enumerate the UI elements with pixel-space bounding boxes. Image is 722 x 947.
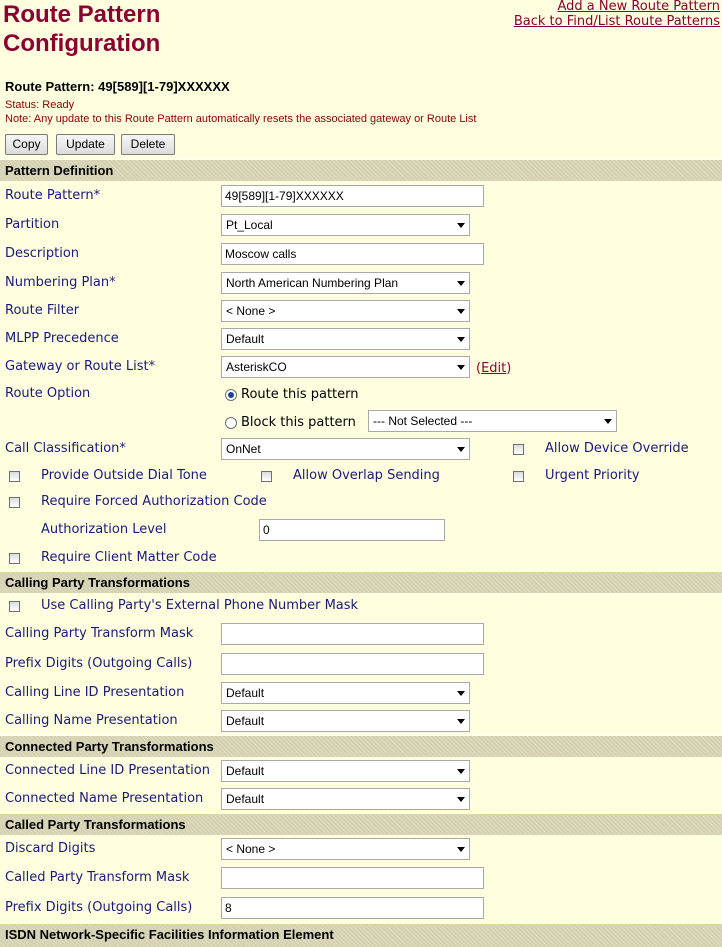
section-isdn: [0, 923, 722, 947]
numbering-plan-value: North American Numbering Plan: [226, 276, 399, 290]
allow-device-override-checkbox[interactable]: [513, 444, 524, 455]
note-text: Note: Any update to this Route Pattern automatically resets the associated gateway or Route List: [5, 113, 477, 125]
calling-line-id-select[interactable]: [221, 682, 470, 704]
description-input[interactable]: Moscow calls: [221, 243, 484, 265]
route-this-pattern-label[interactable]: Route this pattern: [241, 387, 359, 402]
numbering-plan-select[interactable]: [221, 272, 470, 294]
gateway-route-list-value: AsteriskCO: [226, 360, 287, 374]
allow-overlap-sending-checkbox[interactable]: [261, 471, 272, 482]
calling-prefix-digits-label: Prefix Digits (Outgoing Calls): [5, 656, 193, 671]
mlpp-precedence-value: Default: [226, 332, 265, 346]
chevron-down-icon: [457, 309, 465, 314]
calling-prefix-digits-input[interactable]: [221, 653, 484, 675]
section-connected-party: [0, 735, 722, 757]
copy-button[interactable]: Copy: [5, 134, 48, 155]
add-new-route-pattern-link[interactable]: Add a New Route Pattern: [557, 0, 720, 14]
connected-line-id-select[interactable]: [221, 760, 470, 782]
called-transform-mask-label: Called Party Transform Mask: [5, 870, 190, 885]
gateway-edit-link[interactable]: Edit: [481, 361, 507, 376]
block-reason-select[interactable]: [368, 410, 617, 432]
chevron-down-icon: [457, 719, 465, 724]
use-external-mask-checkbox[interactable]: [9, 601, 20, 612]
section-calling-party: [0, 571, 722, 593]
urgent-priority-label: Urgent Priority: [545, 468, 640, 483]
allow-overlap-sending-label: Allow Overlap Sending: [293, 468, 440, 483]
require-fac-label: Require Forced Authorization Code: [41, 494, 267, 509]
discard-digits-value: < None >: [226, 842, 276, 856]
calling-name-value: Default: [226, 714, 265, 728]
call-classification-select[interactable]: [221, 438, 470, 460]
description-label: Description: [5, 246, 80, 261]
urgent-priority-checkbox[interactable]: [513, 471, 524, 482]
gateway-route-list-label: Gateway or Route List*: [5, 359, 156, 374]
provide-outside-dial-tone-checkbox[interactable]: [9, 471, 20, 482]
page-title-line2: Configuration: [3, 30, 161, 57]
edit-open-paren: (: [476, 361, 482, 376]
edit-close-paren: ): [506, 361, 512, 376]
require-cmc-label: Require Client Matter Code: [41, 550, 217, 565]
route-option-label: Route Option: [5, 386, 91, 401]
section-title: Connected Party Transformations: [5, 739, 214, 754]
block-reason-value: --- Not Selected ---: [373, 414, 473, 428]
partition-label: Partition: [5, 217, 60, 232]
chevron-down-icon: [457, 337, 465, 342]
called-prefix-digits-label: Prefix Digits (Outgoing Calls): [5, 900, 193, 915]
chevron-down-icon: [457, 365, 465, 370]
gateway-route-list-select[interactable]: [221, 356, 470, 378]
block-this-pattern-label[interactable]: Block this pattern: [241, 415, 356, 430]
block-this-pattern-radio[interactable]: [225, 417, 237, 429]
calling-name-select[interactable]: [221, 710, 470, 732]
chevron-down-icon: [457, 797, 465, 802]
called-prefix-digits-input[interactable]: 8: [221, 897, 484, 919]
calling-line-id-label: Calling Line ID Presentation: [5, 685, 185, 700]
update-button[interactable]: Update: [56, 134, 115, 155]
use-external-mask-label: Use Calling Party's External Phone Number Mask: [41, 598, 359, 613]
mlpp-precedence-select[interactable]: [221, 328, 470, 350]
route-pattern-label: Route Pattern*: [5, 188, 101, 203]
section-called-party: [0, 813, 722, 835]
numbering-plan-label: Numbering Plan*: [5, 275, 116, 290]
route-filter-label: Route Filter: [5, 303, 80, 318]
mlpp-precedence-label: MLPP Precedence: [5, 331, 119, 346]
delete-button[interactable]: Delete: [121, 134, 175, 155]
section-pattern-definition: [0, 159, 722, 181]
section-title: Calling Party Transformations: [5, 575, 190, 590]
connected-name-value: Default: [226, 792, 265, 806]
connected-line-id-label: Connected Line ID Presentation: [5, 763, 210, 778]
calling-transform-mask-input[interactable]: [221, 623, 484, 645]
provide-outside-dial-tone-label: Provide Outside Dial Tone: [41, 468, 207, 483]
calling-name-label: Calling Name Presentation: [5, 713, 178, 728]
route-this-pattern-radio[interactable]: [225, 389, 237, 401]
partition-select[interactable]: [221, 214, 470, 236]
connected-name-label: Connected Name Presentation: [5, 791, 204, 806]
connected-line-id-value: Default: [226, 764, 265, 778]
chevron-down-icon: [457, 691, 465, 696]
route-pattern-input[interactable]: 49[589][1-79]XXXXXX: [221, 185, 484, 207]
called-transform-mask-input[interactable]: [221, 867, 484, 889]
back-to-find-list-link[interactable]: Back to Find/List Route Patterns: [513, 14, 720, 29]
discard-digits-select[interactable]: [221, 838, 470, 860]
connected-name-select[interactable]: [221, 788, 470, 810]
require-fac-checkbox[interactable]: [9, 497, 20, 508]
section-title: ISDN Network-Specific Facilities Information Element: [5, 927, 334, 942]
page-title: [3, 0, 160, 58]
chevron-down-icon: [604, 419, 612, 424]
status-text: Status: Ready: [5, 99, 75, 111]
gateway-edit: [476, 361, 511, 376]
chevron-down-icon: [457, 769, 465, 774]
section-title: Pattern Definition: [5, 163, 114, 178]
chevron-down-icon: [457, 223, 465, 228]
call-classification-label: Call Classification*: [5, 441, 126, 456]
section-title: Called Party Transformations: [5, 817, 186, 832]
chevron-down-icon: [457, 281, 465, 286]
page-title-line1: Route Pattern: [3, 1, 161, 28]
require-cmc-checkbox[interactable]: [9, 553, 20, 564]
calling-line-id-value: Default: [226, 686, 265, 700]
authorization-level-input[interactable]: 0: [259, 519, 445, 541]
calling-transform-mask-label: Calling Party Transform Mask: [5, 626, 194, 641]
partition-value: Pt_Local: [226, 218, 273, 232]
route-pattern-subheading: Route Pattern: 49[589][1-79]XXXXXX: [5, 79, 230, 94]
call-classification-value: OnNet: [226, 442, 261, 456]
route-filter-select[interactable]: [221, 300, 470, 322]
allow-device-override-label: Allow Device Override: [545, 441, 689, 456]
chevron-down-icon: [457, 447, 465, 452]
route-filter-value: < None >: [226, 304, 276, 318]
chevron-down-icon: [457, 847, 465, 852]
discard-digits-label: Discard Digits: [5, 841, 96, 856]
authorization-level-label: Authorization Level: [41, 522, 167, 537]
